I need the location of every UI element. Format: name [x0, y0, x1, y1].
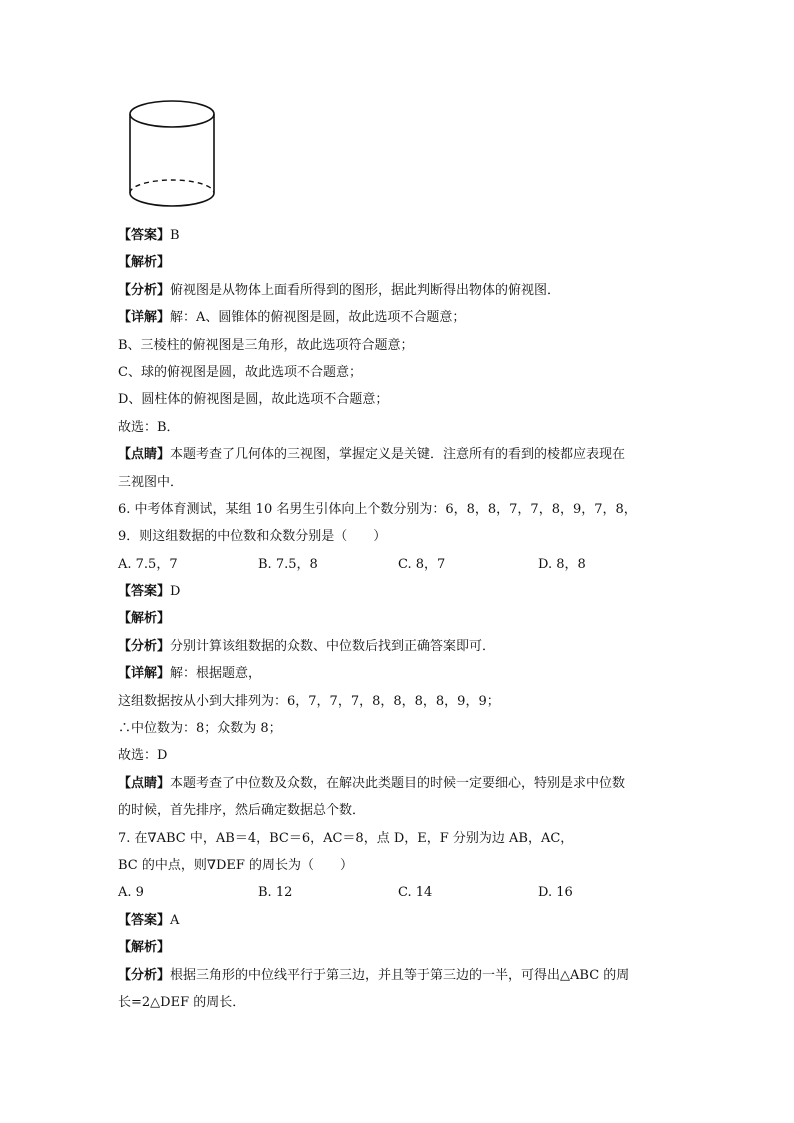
text-line [118, 907, 678, 934]
line-text: 本题考查了几何体的三视图，掌握定义是关键．注意所有的看到的棱都应表现在 [170, 447, 626, 463]
text-line [118, 989, 678, 1016]
line-text: 7. 在∇ABC 中，AB＝4，BC＝6，AC＝8，点 D，E，F 分别为边 AB，AC， [118, 830, 574, 846]
section-tag: 【点睛】 [118, 447, 171, 463]
option-c: C. 14 [398, 885, 433, 901]
line-text: 的时候，首先排序，然后确定数据总个数． [118, 803, 366, 819]
text-line [118, 277, 678, 304]
option-d: D. 16 [538, 885, 573, 901]
section-tag: 【答案】 [118, 912, 171, 928]
section-tag: 【分析】 [118, 967, 171, 983]
text-line [118, 742, 678, 769]
text-line [118, 715, 678, 742]
line-text: 6. 中考体育测试，某组 10 名男生引体向上个数分别为：6，8，8，7，7，8，9，7，8， [118, 501, 637, 517]
text-line [118, 332, 678, 359]
text-line [118, 304, 678, 331]
section-tag: 【详解】 [118, 310, 171, 326]
section-tag: 【点睛】 [118, 775, 171, 791]
line-text: D、圆柱体的俯视图是圆，故此选项不合题意； [118, 392, 389, 408]
text-line [118, 962, 678, 989]
option-c: C. 8，7 [398, 556, 446, 572]
text-line [118, 797, 678, 824]
line-text: B [170, 228, 180, 243]
text-line [118, 605, 678, 632]
line-text: 俯视图是从物体上面看所得到的图形，据此判断得出物体的俯视图． [170, 282, 561, 298]
option-row [118, 551, 678, 578]
section-tag: 【解析】 [118, 940, 171, 956]
text-line [118, 633, 678, 660]
text-line [118, 578, 678, 605]
text-line [118, 660, 678, 687]
text-line [118, 688, 678, 715]
line-text: 9．则这组数据的中位数和众数分别是（ ） [118, 529, 387, 545]
text-line [118, 359, 678, 386]
section-tag: 【答案】 [118, 228, 171, 243]
option-b: B. 7.5，8 [258, 556, 318, 572]
line-text: 这组数据按从小到大排列为：6，7，7，7，8，8，8，8，9，9； [118, 693, 500, 709]
line-text: 解：A、圆锥体的俯视图是圆，故此选项不合题意； [170, 310, 466, 326]
section-tag: 【分析】 [118, 282, 171, 298]
document-body [118, 222, 678, 1016]
line-text: A [170, 912, 180, 928]
section-tag: 【详解】 [118, 666, 171, 682]
text-line [118, 249, 678, 276]
text-line [118, 469, 678, 496]
text-line [118, 852, 678, 879]
line-text: ∴中位数为：8；众数为 8； [118, 721, 282, 737]
line-text: 长=2△DEF 的周长． [118, 994, 246, 1010]
text-line [118, 414, 678, 441]
section-tag: 【解析】 [118, 255, 171, 271]
option-row [118, 879, 678, 906]
line-text: 三视图中． [118, 474, 184, 490]
line-text: 分别计算该组数据的众数、中位数后找到正确答案即可． [170, 638, 496, 654]
section-tag: 【解析】 [118, 611, 171, 627]
line-text: 根据三角形的中位线平行于第三边，并且等于第三边的一半，可得出△ABC 的周 [170, 967, 630, 983]
option-a: A. 9 [118, 885, 144, 901]
text-line [118, 523, 678, 550]
text-line [118, 934, 678, 961]
section-tag: 【分析】 [118, 638, 171, 654]
line-text: BC 的中点，则∇DEF 的周长为（ ） [118, 857, 354, 873]
section-tag: 【答案】 [118, 584, 171, 600]
text-line [118, 222, 678, 249]
cylinder-icon [118, 96, 228, 220]
line-text: D [170, 584, 181, 600]
line-text: 故选：B． [118, 419, 180, 435]
line-text: 本题考查了中位数及众数，在解决此类题目的时候一定要细心，特别是求中位数 [170, 775, 626, 791]
text-line [118, 441, 678, 468]
option-a: A. 7.5，7 [118, 556, 178, 572]
text-line [118, 386, 678, 413]
line-text: B、三棱柱的俯视图是三角形，故此选项符合题意； [118, 337, 414, 353]
line-text: C、球的俯视图是圆，故此选项不合题意； [118, 364, 362, 380]
option-b: B. 12 [258, 885, 293, 901]
text-line [118, 770, 678, 797]
line-text: 解：根据题意， [170, 666, 262, 682]
text-line [118, 825, 678, 852]
option-d: D. 8，8 [538, 556, 586, 572]
line-text: 故选：D [118, 748, 168, 764]
text-line [118, 496, 678, 523]
